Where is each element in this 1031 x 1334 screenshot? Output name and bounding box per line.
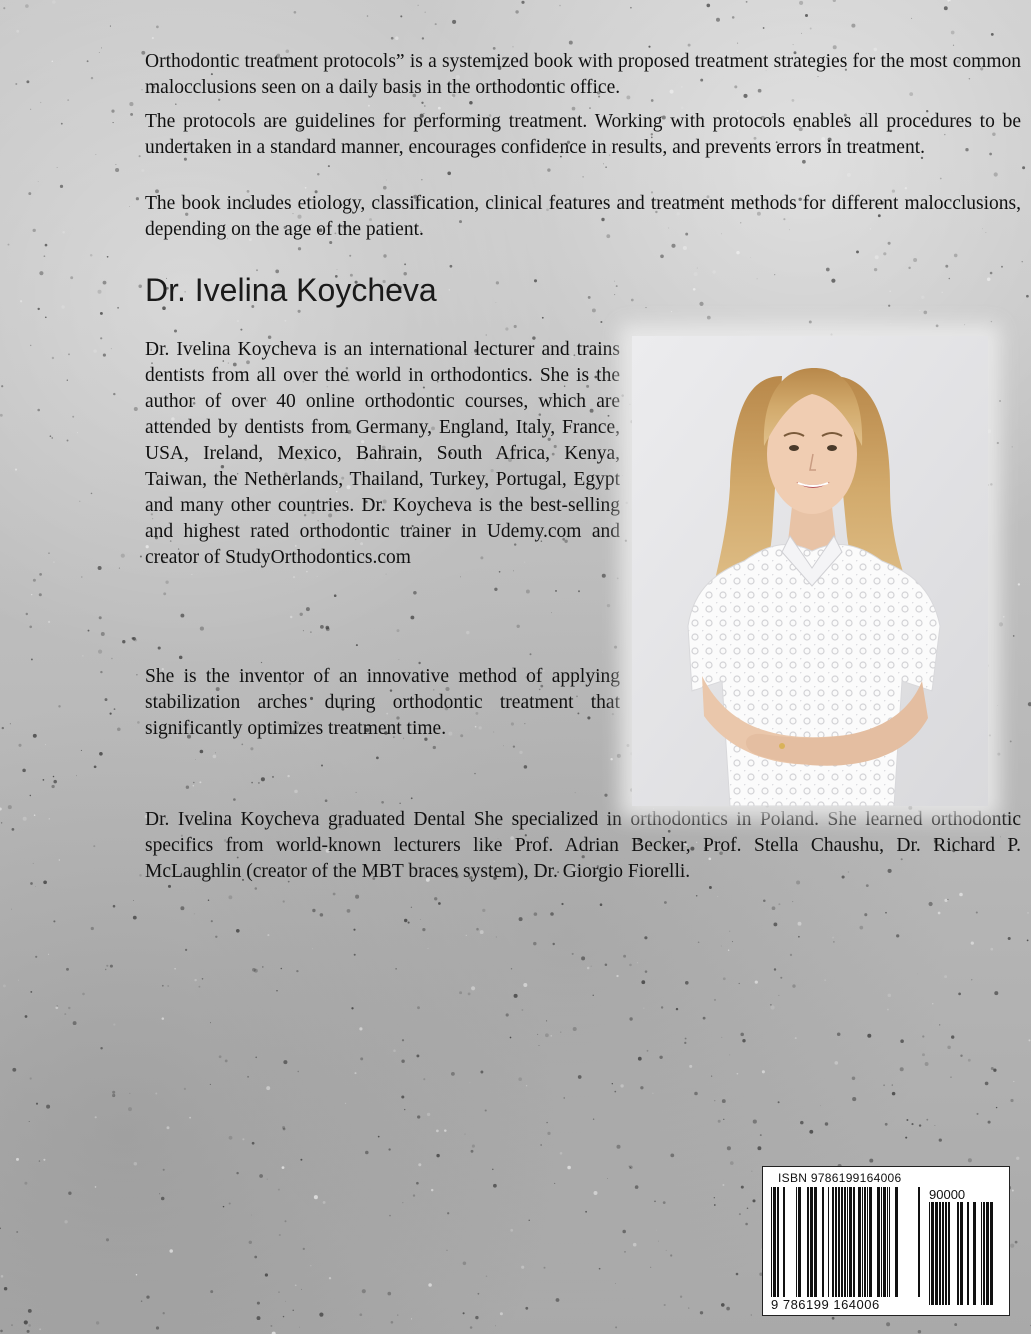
price-code: 90000 <box>929 1187 966 1202</box>
ean13-bars <box>771 1187 921 1305</box>
addon-bars <box>929 1202 1001 1305</box>
author-bio-paragraph-1: Dr. Ivelina Koycheva is an international lecturer and trains dentists from all over the world in orthodontics. She is the author of over 40 online orthodontic courses, which are attended by dentists from Germany, England, Italy, France, USA, Ireland, Mexico, Bahrain, South Africa, Kenya, Taiwan, the Netherlands, Thailand, Turkey, Portugal, Egypt and many other countries. Dr. Koycheva is the best-selling and highest rated orthodontic trainer in Udemy.com and creator of StudyOrthodontics.com <box>145 339 620 568</box>
author-heading: Dr. Ivelina Koycheva <box>145 272 437 308</box>
isbn-barcode <box>762 1166 1010 1316</box>
barcode-digits: 9 786199 164006 <box>771 1297 921 1312</box>
intro-paragraph-1: Orthodontic treatment protocols” is a systemized book with proposed treatment strategies for the most common malocclusions seen on a daily basis in the orthodontic office. <box>145 51 1021 98</box>
intro-paragraph-2: The protocols are guidelines for performing treatment. Working with protocols enables all procedures to be undertaken in a standard manner, encourages confidence in results, and prevents errors in treatment. <box>145 111 1021 158</box>
intro-paragraph-3: The book includes etiology, classification, clinical features and treatment methods for different malocclusions, depending on the age of the patient. <box>145 193 1021 240</box>
isbn-label: ISBN 9786199164006 <box>778 1171 902 1185</box>
author-bio-paragraph-2: She is the inventor of an innovative method of applying stabilization arches during orthodontic treatment that significantly optimizes treatment time. <box>145 666 620 739</box>
author-bio-paragraph-3: Dr. Ivelina Koycheva graduated Dental She specialized in orthodontics in Poland. She learned orthodontic specifics from world-known lecturers like Prof. Adrian Becker, Prof. Stella Chaushu, Dr. Richard P. McLaughlin (creator of the MBT braces system), Dr. Giorgio Fiorelli. <box>145 809 1021 882</box>
author-photo <box>632 336 988 806</box>
